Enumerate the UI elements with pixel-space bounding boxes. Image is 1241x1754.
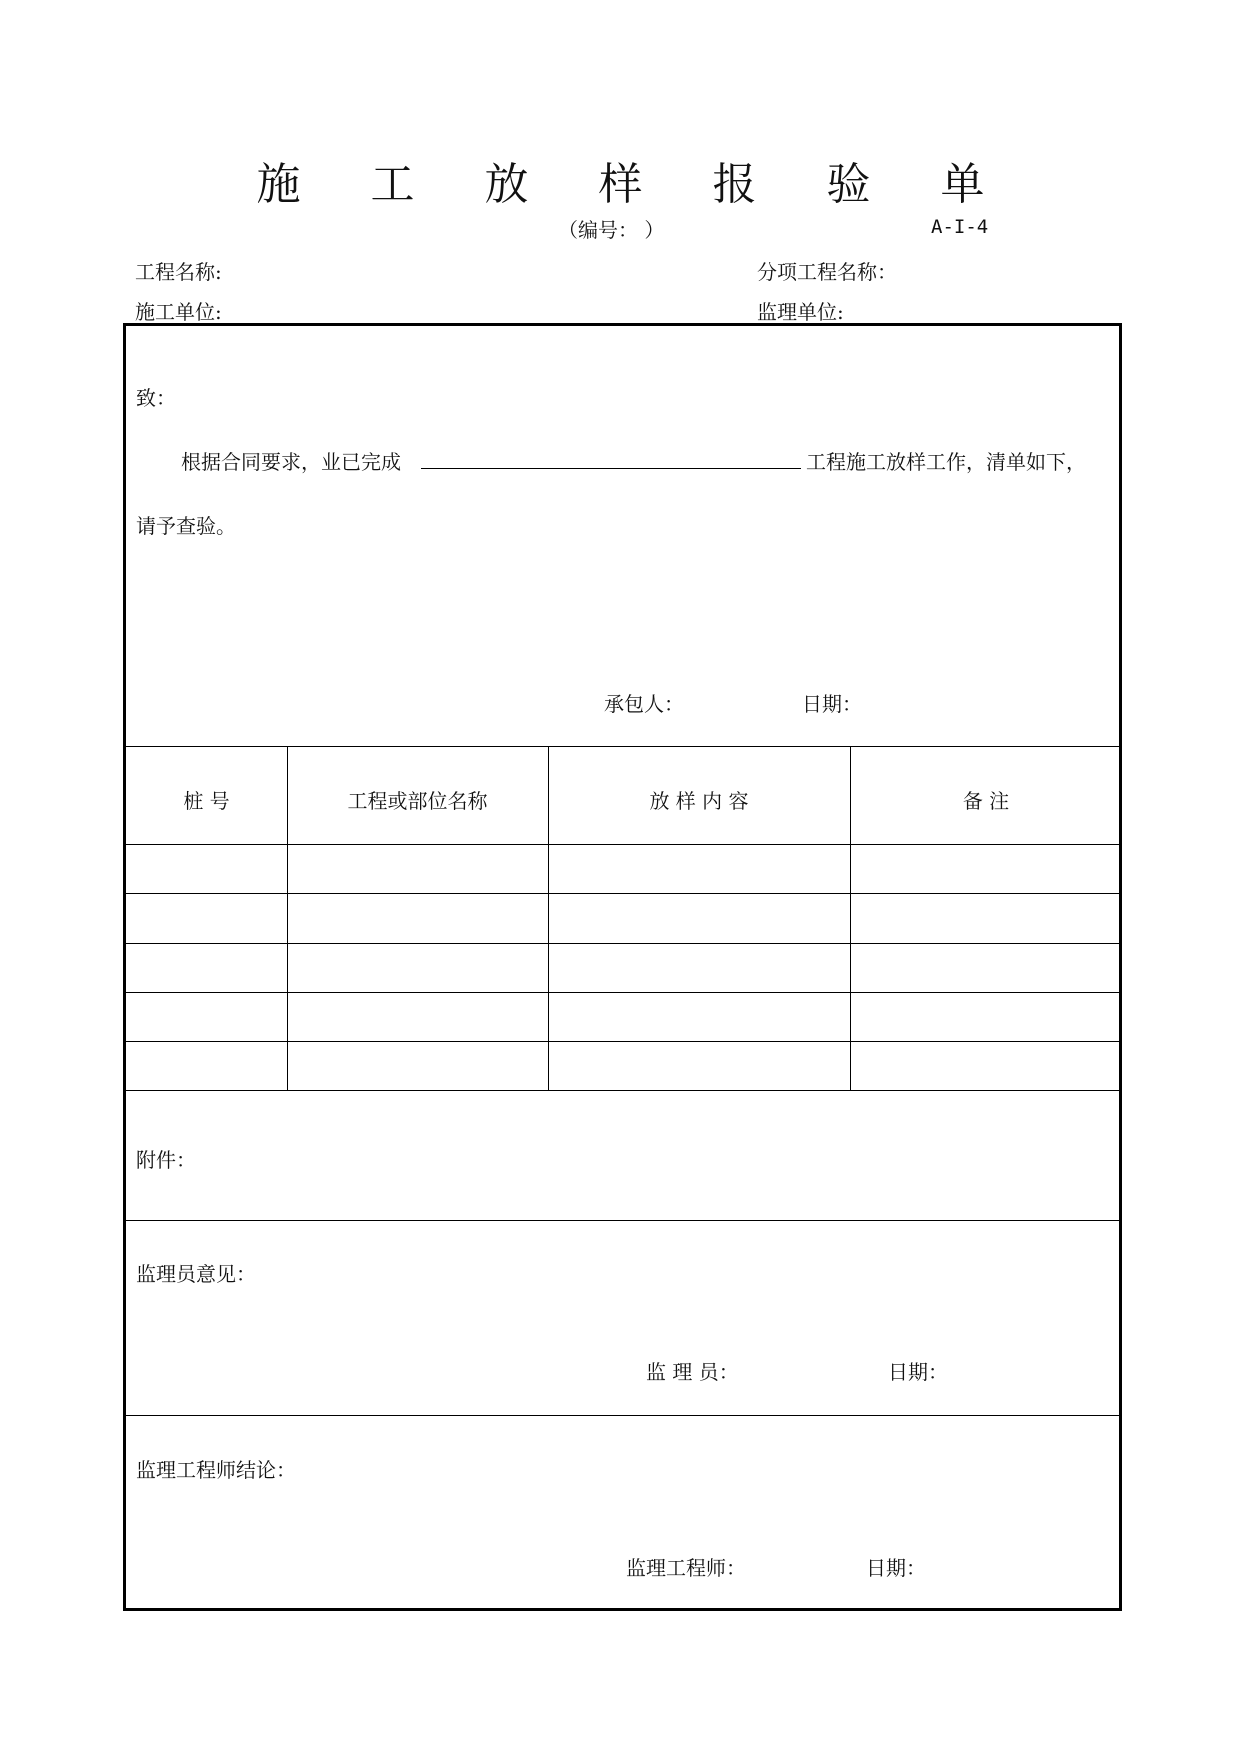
sub-project-label: 分项工程名称：: [757, 260, 897, 284]
engineer-sign-label: 监理工程师：: [626, 1556, 746, 1580]
col-header-part-name: 工程或部位名称: [347, 789, 488, 813]
contractor-date-label: 日期：: [802, 692, 862, 716]
engineer-conclusion-label: 监理工程师结论：: [136, 1458, 296, 1482]
col-header-stake-no: 桩 号: [183, 789, 230, 813]
table-row-border: [126, 943, 1119, 944]
form-code: A-I-4: [931, 216, 989, 238]
supervisor-sign-label: 监 理 员：: [646, 1360, 739, 1384]
to-label: 致：: [136, 386, 176, 410]
table-row-border: [126, 992, 1119, 993]
construction-unit-label: 施工单位:: [135, 300, 222, 324]
page-title: 施 工 放 样 报 验 单: [256, 159, 1013, 210]
supervisor-opinion-label: 监理员意见：: [136, 1262, 256, 1286]
project-name-label: 工程名称:: [135, 260, 222, 284]
supervisor-date-label: 日期：: [888, 1360, 948, 1384]
table-top-border: [126, 746, 1119, 747]
col-header-remarks: 备 注: [962, 789, 1010, 813]
section-divider: [126, 1415, 1119, 1416]
form-frame: [123, 323, 1122, 1611]
table-bottom-border: [126, 1090, 1119, 1091]
table-row-border: [126, 893, 1119, 894]
contractor-label: 承包人：: [604, 692, 684, 716]
request-body-suffix: 工程施工放样工作，清单如下，: [806, 450, 1086, 474]
table-row-border: [126, 1041, 1119, 1042]
engineer-date-label: 日期：: [866, 1556, 926, 1580]
supervision-unit-label: 监理单位:: [757, 300, 844, 324]
completed-work-blank[interactable]: [421, 468, 801, 469]
request-body-prefix: 根据合同要求，业已完成: [181, 450, 401, 474]
attachment-label: 附件：: [136, 1148, 196, 1172]
form-number-label: （编号： ）: [558, 218, 665, 242]
request-body-line2: 请予查验。: [136, 514, 236, 538]
table-header-border: [126, 844, 1119, 845]
section-divider: [126, 1220, 1119, 1221]
col-header-layout-content: 放 样 内 容: [649, 789, 749, 813]
